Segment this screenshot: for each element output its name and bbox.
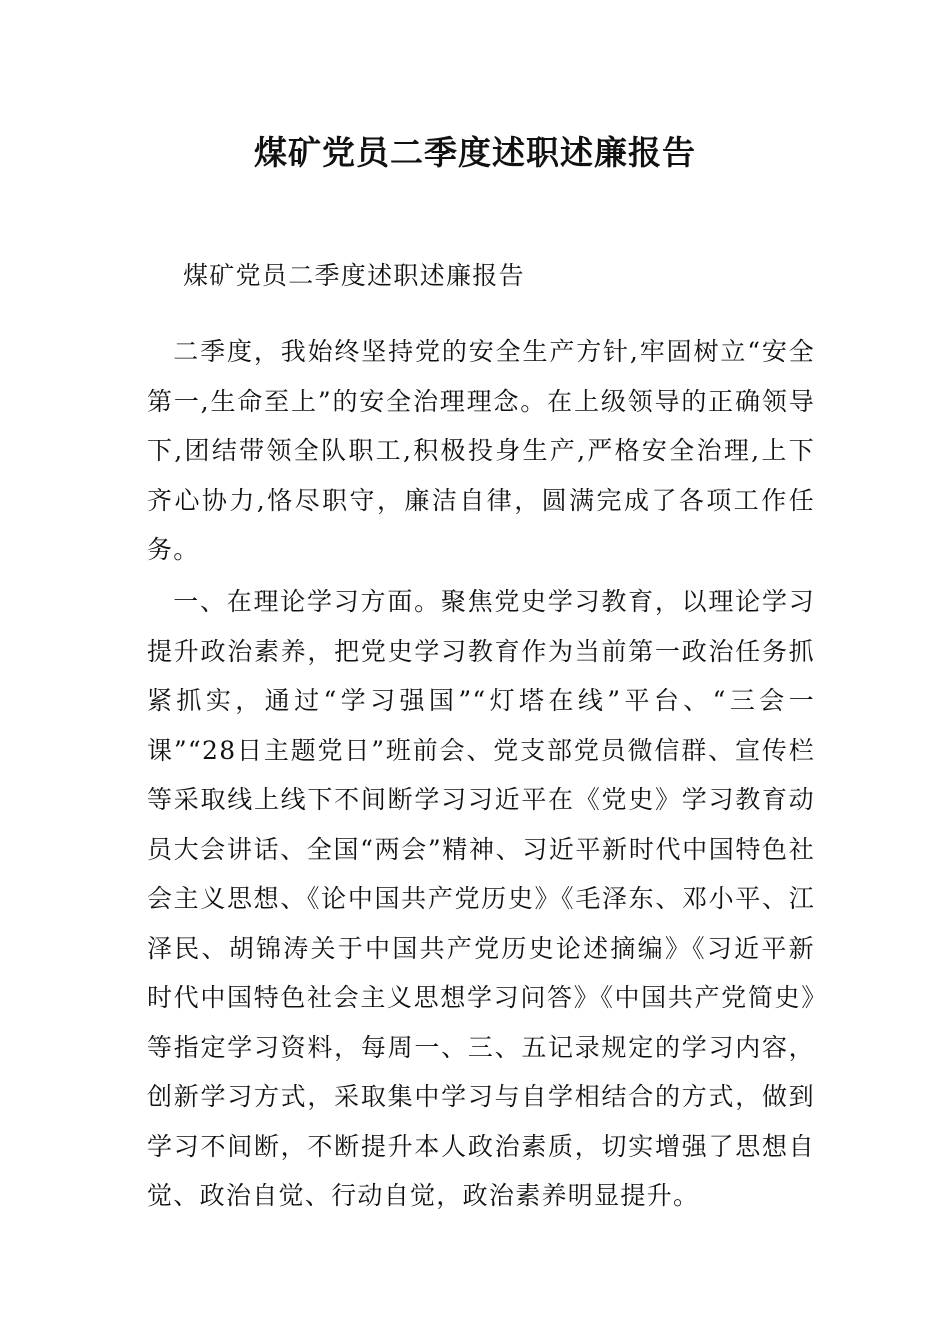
paragraph-theory-study: 一、在理论学习方面。聚焦党史学习教育，以理论学习提升政治素养，把党史学习教育作为当前第一政治任务抓紧抓实，通过“学习强国”“灯塔在线”平台、“三会一课”“28日主题党日”班前会、党支部党员微信群、宣传栏等采取线上线下不间断学习习近平在《党史》学习教育动员大会讲话、全国“两会”精神、习近平新时代中国特色社会主义思想、《论中国共产党历史》《毛泽东、邓小平、江泽民、胡锦涛关于中国共产党历史论述摘编》《习近平新时代中国特色社会主义思想学习问答》《中国共产党简史》等指定学习资料，每周一、三、五记录规定的学习内容，创新学习方式，采取集中学习与自学相结合的方式，做到学习不间断，不断提升本人政治素质，切实增强了思想自觉、政治自觉、行动自觉，政治素养明显提升。 <box>147 587 815 1210</box>
document-subtitle: 煤矿党员二季度述职述廉报告 <box>183 261 525 290</box>
document-title: 煤矿党员二季度述职述廉报告 <box>254 133 696 172</box>
paragraph-intro: 二季度，我始终坚持党的安全生产方针,牢固树立“安全第一,生命至上”的安全治理理念。在上级领导的正确领导下,团结带领全队职工,积极投身生产,严格安全治理,上下齐心协力,恪尽职守，廉洁自律，圆满完成了各项工作任务。 <box>147 337 815 564</box>
